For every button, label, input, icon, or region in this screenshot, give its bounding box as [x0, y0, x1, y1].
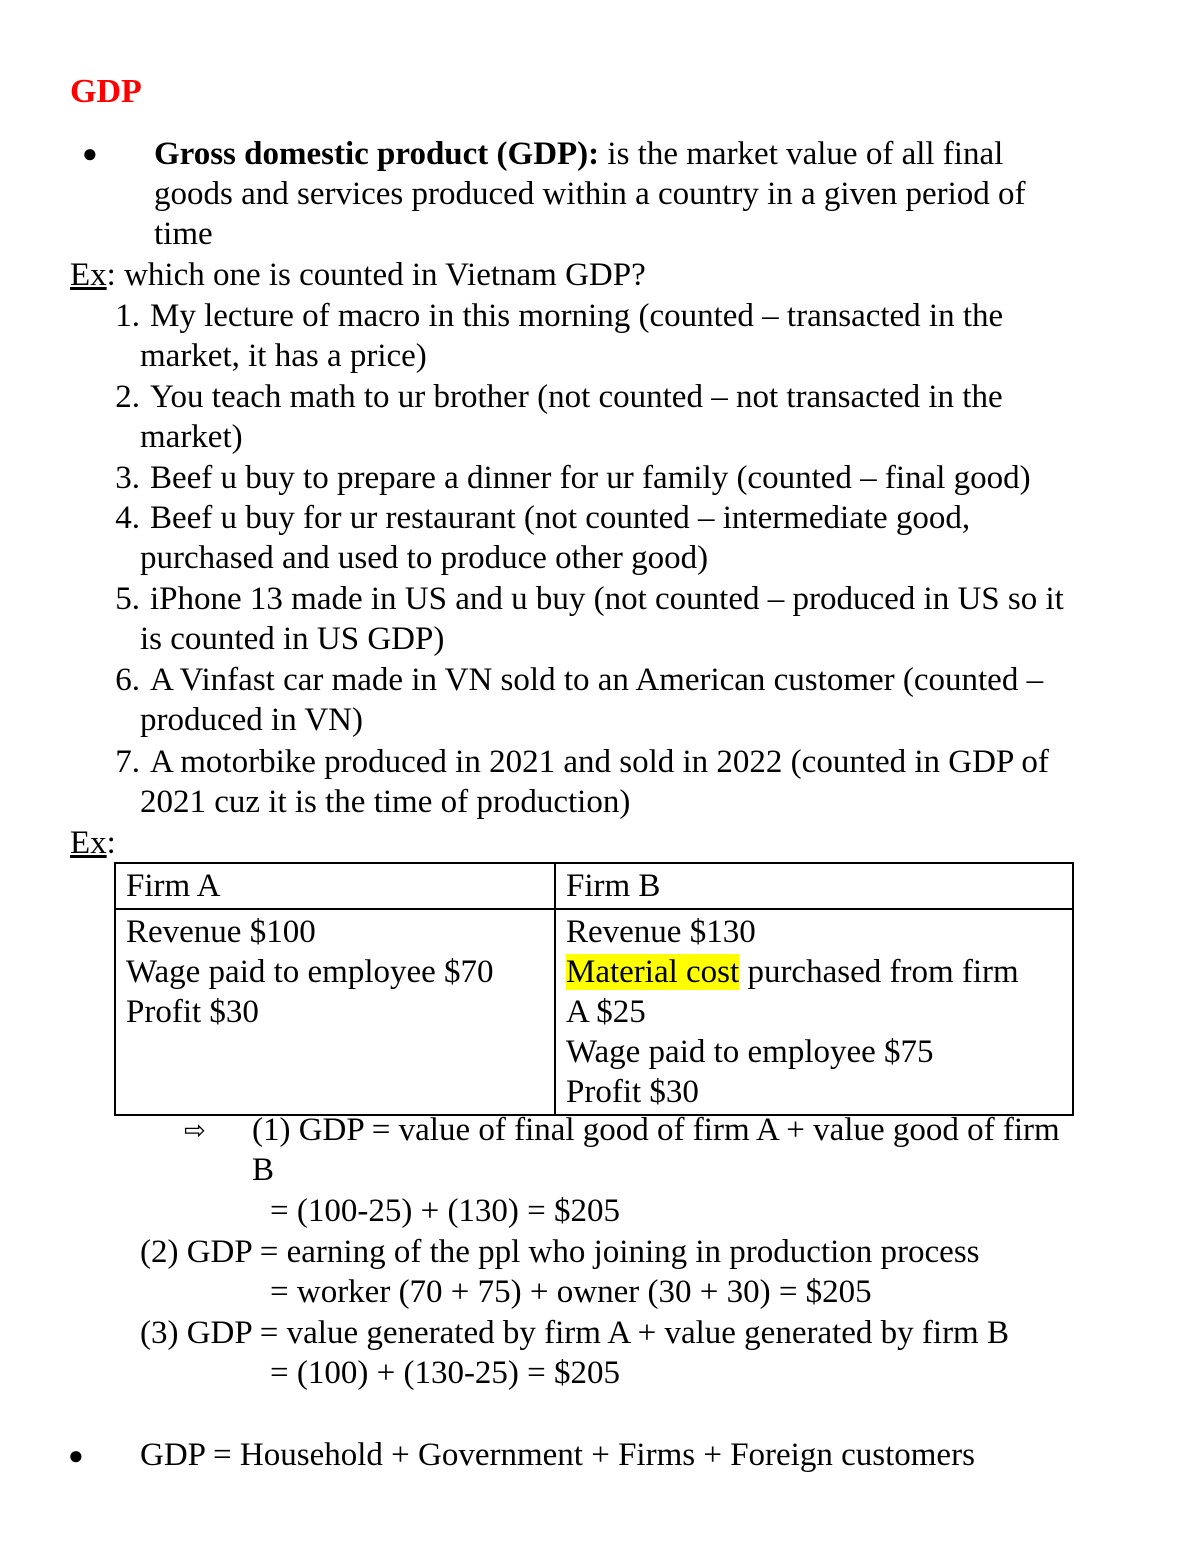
list-item-text: My lecture of macro in this morning (counted – transacted in the — [150, 298, 1004, 334]
example1-label: Ex — [70, 257, 107, 293]
example2-label-line — [70, 823, 116, 863]
result-1-line-3: = (100-25) + (130) = $205 — [270, 1193, 621, 1229]
list-item-number: 2. — [115, 379, 140, 415]
result-1-line-1: (1) GDP = value of final good of firm A + value good of firm — [252, 1112, 1060, 1148]
list-item — [100, 498, 970, 538]
firm-a-profit: Profit $30 — [126, 994, 259, 1030]
result-3-line-2: = (100) + (130-25) = $205 — [270, 1355, 621, 1391]
list-item-continuation: is counted in US GDP) — [140, 621, 445, 657]
result-2-line-1: (2) GDP = earning of the ppl who joining in production process — [140, 1234, 980, 1270]
firm-b-profit: Profit $30 — [566, 1074, 699, 1110]
bullet-icon: ● — [82, 139, 98, 168]
firm-a-header: Firm A — [115, 863, 555, 909]
arrow-right-icon: ⇨ — [184, 1116, 206, 1146]
result-2-line-2: = worker (70 + 75) + owner (30 + 30) = $205 — [270, 1274, 872, 1310]
list-item — [100, 377, 1003, 417]
list-item — [100, 579, 1064, 619]
example1-question — [70, 255, 646, 295]
firm-b-wage: Wage paid to employee $75 — [566, 1034, 934, 1070]
list-item — [100, 742, 1049, 782]
list-item-text: Beef u buy for ur restaurant (not counted – intermediate good, — [150, 500, 971, 536]
example2-colon: : — [106, 825, 116, 861]
definition-line-3: time — [154, 216, 213, 252]
list-item-number: 7. — [115, 744, 140, 780]
list-item-text: A motorbike produced in 2021 and sold in 2022 (counted in GDP of — [150, 744, 1049, 780]
list-item — [100, 660, 1043, 700]
firm-a-revenue: Revenue $100 — [126, 914, 316, 950]
firm-b-material-amount: A $25 — [566, 994, 646, 1030]
list-item-continuation: market) — [140, 419, 243, 455]
firm-b-material — [566, 952, 1062, 992]
definition-line-2: goods and services produced within a country in a given period of — [154, 176, 1026, 212]
list-item-continuation: produced in VN) — [140, 702, 364, 738]
list-item — [100, 296, 1003, 336]
list-item-text: A Vinfast car made in VN sold to an American customer (counted – — [150, 662, 1044, 698]
firm-b-revenue: Revenue $130 — [566, 914, 756, 950]
list-item-number: 6. — [115, 662, 140, 698]
firm-a-wage: Wage paid to employee $70 — [126, 954, 494, 990]
list-item-continuation: purchased and used to produce other good) — [140, 540, 709, 576]
firm-a-details — [115, 909, 555, 1115]
gdp-formula: GDP = Household + Government + Firms + Foreign customers — [140, 1437, 975, 1473]
definition-term: Gross domestic product (GDP): — [154, 136, 600, 172]
list-item-continuation: market, it has a price) — [140, 338, 427, 374]
list-item-text: Beef u buy to prepare a dinner for ur family (counted – final good) — [150, 460, 1031, 496]
definition-line-1 — [154, 134, 1003, 174]
list-item-text: iPhone 13 made in US and u buy (not counted – produced in US so it — [150, 581, 1064, 617]
list-item-number: 4. — [115, 500, 140, 536]
result-3-line-1: (3) GDP = value generated by firm A + value generated by firm B — [140, 1315, 1009, 1351]
firm-b-details — [555, 909, 1073, 1115]
material-cost-rest: purchased from firm — [739, 954, 1019, 990]
table-row — [115, 909, 1073, 1115]
list-item-number: 5. — [115, 581, 140, 617]
bullet-icon: ● — [68, 1441, 84, 1470]
list-item-text: You teach math to ur brother (not counted – not transacted in the — [150, 379, 1003, 415]
page-title: GDP — [70, 73, 142, 110]
definition-text: is the market value of all final — [607, 136, 1004, 172]
firm-b-header: Firm B — [555, 863, 1073, 909]
result-1-line-2: B — [252, 1152, 275, 1188]
table-header-row — [115, 863, 1073, 909]
list-item-number: 3. — [115, 460, 140, 496]
material-cost-highlight: Material cost — [566, 954, 740, 990]
firms-table — [114, 862, 1074, 1116]
example1-question-text: : which one is counted in Vietnam GDP? — [106, 257, 646, 293]
example2-label: Ex — [70, 825, 107, 861]
list-item-continuation: 2021 cuz it is the time of production) — [140, 784, 631, 820]
list-item-number: 1. — [115, 298, 140, 334]
list-item — [100, 458, 1031, 498]
